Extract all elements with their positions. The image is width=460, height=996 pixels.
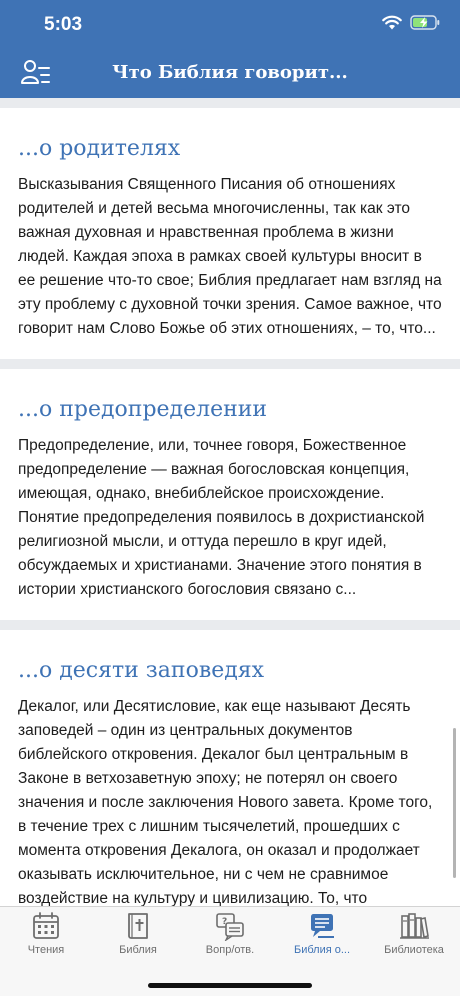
svg-text:?: ? xyxy=(222,917,228,927)
article-excerpt: Предопределение, или, точнее говоря, Божественное предопределение — важная богословская концепция, имеющая, однако, внебиблейское происхождение. Понятие предопределения появилось в дохристианской религиозной мысли, и оттуда перешло в круг идей, обсуждаемых и христианами. Значение этого понятия в истории христианского богословия связано с... xyxy=(18,437,425,598)
tab-label: Библия xyxy=(119,944,157,956)
tab-label: Чтения xyxy=(27,944,65,956)
tab-label: Библия о... xyxy=(293,944,351,956)
tab-label: Вопр/отв. xyxy=(205,944,255,956)
home-indicator[interactable] xyxy=(148,983,312,988)
article-title: ...о родителях xyxy=(18,136,181,161)
article-excerpt: Декалог, или Десятисловие, как еще называют Десять заповедей – один из центральных документов библейского откровения. Декалог был центральным в Законе в ветхозаветную эпоху; не потерял он своего значения и после заключения Нового завета. Кроме того, в течение трех с лишним тысячелетий, прошедших с момента откровения Декалога, он оказал и продолжает оказывать исключительное, ни с чем не сравнимое воздействие на культуру и цивилизацию. То, что xyxy=(18,698,433,906)
scrollbar[interactable] xyxy=(453,728,456,878)
status-time: 5:03 xyxy=(44,14,83,35)
article-card[interactable] xyxy=(0,369,460,620)
article-title: ...о десяти заповедях xyxy=(18,658,265,683)
tab-bar xyxy=(0,906,460,996)
tab-bible[interactable] xyxy=(92,907,184,967)
article-card[interactable] xyxy=(0,630,460,906)
divider xyxy=(0,620,460,630)
article-card[interactable] xyxy=(0,108,460,359)
calendar-icon xyxy=(30,911,62,941)
battery-charging-icon xyxy=(410,15,440,30)
bible-about-icon xyxy=(306,911,338,941)
article-list[interactable] xyxy=(0,98,460,906)
qa-icon xyxy=(214,911,246,941)
tab-questions-answers[interactable] xyxy=(184,907,276,967)
tab-readings[interactable] xyxy=(0,907,92,967)
wifi-icon xyxy=(382,15,402,30)
article-excerpt: Высказывания Священного Писания об отношениях родителей и детей весьма многочисленны, так как это важная духовная и нравственная проблема в жизни людей. Каждая эпоха в рамках своей культуры вносит в ее решение что-то свое; Библия предлагает нам взгляд на эту проблему с духовной точки зрения. Самое важное, что говорит нам Слово Божье об этих отношениях, – то, что... xyxy=(18,176,442,337)
tab-bible-about[interactable] xyxy=(276,907,368,967)
tab-library[interactable] xyxy=(368,907,460,967)
article-title: ...о предопределении xyxy=(18,397,268,422)
divider xyxy=(0,359,460,369)
app-header xyxy=(0,0,460,98)
status-icons xyxy=(382,15,440,30)
library-icon xyxy=(398,911,430,941)
page-title: Что Библия говорит... xyxy=(112,62,348,83)
divider xyxy=(0,98,460,108)
bible-icon xyxy=(122,911,154,941)
tab-label: Библиотека xyxy=(384,944,444,956)
